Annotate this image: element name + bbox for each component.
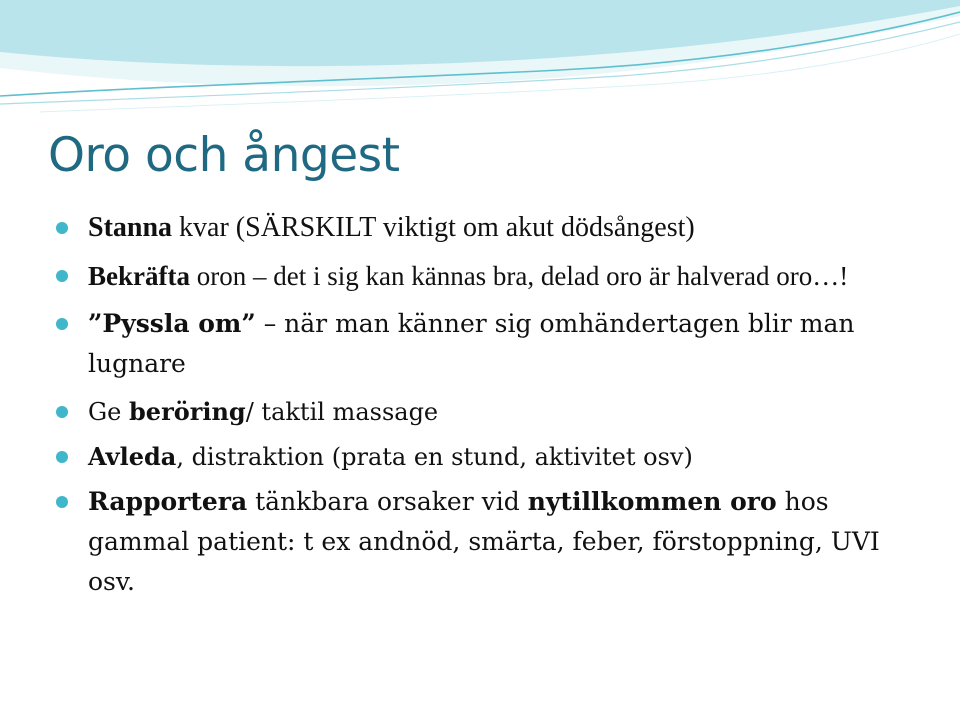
bullet-text: – när man känner sig omhändertagen blir man lugnare (88, 309, 855, 378)
bullet-text: kvar (SÄRSKILT viktigt om akut dödsångest) (172, 212, 695, 243)
bullet-dot-icon (56, 496, 68, 508)
bullet-text-bold: beröring (129, 397, 246, 426)
bullet-text-bold: Avleda (88, 442, 177, 471)
bullet-text: hos gammal patient: t ex andnöd, smärta, feber, förstoppning, UVI osv. (88, 487, 880, 596)
bullet-list (0, 208, 920, 610)
bullet-text: , distraktion (prata en stund, aktivitet osv) (176, 443, 693, 471)
bullet-item (0, 482, 920, 602)
bullet-dot-icon (56, 270, 68, 282)
bullet-text: Ge (88, 398, 130, 426)
bullet-dot-icon (56, 406, 68, 418)
bullet-text-bold: Bekräfta (88, 261, 190, 291)
bullet-text: oron – det i sig kan kännas bra, delad oro är halverad oro…! (189, 261, 849, 291)
bullet-dot-icon (56, 318, 68, 330)
bullet-text: tänkbara orsaker vid (247, 487, 528, 516)
bullet-text-bold: ”Pyssla om” (88, 309, 256, 338)
bullet-item (0, 392, 920, 432)
bullet-text-bold: nytillkommen oro (527, 487, 777, 516)
bullet-text: / taktil massage (245, 398, 439, 426)
bullet-item (0, 256, 920, 296)
bullet-text-bold: Stanna (88, 212, 173, 243)
slide-title: Oro och ångest (48, 128, 400, 183)
bullet-dot-icon (56, 222, 68, 234)
bullet-item (0, 437, 920, 477)
bullet-item (0, 208, 920, 248)
bullet-text-bold: Rapportera (88, 487, 248, 516)
bullet-dot-icon (56, 451, 68, 463)
bullet-item (0, 304, 920, 384)
wave-header-decoration (0, 0, 960, 120)
